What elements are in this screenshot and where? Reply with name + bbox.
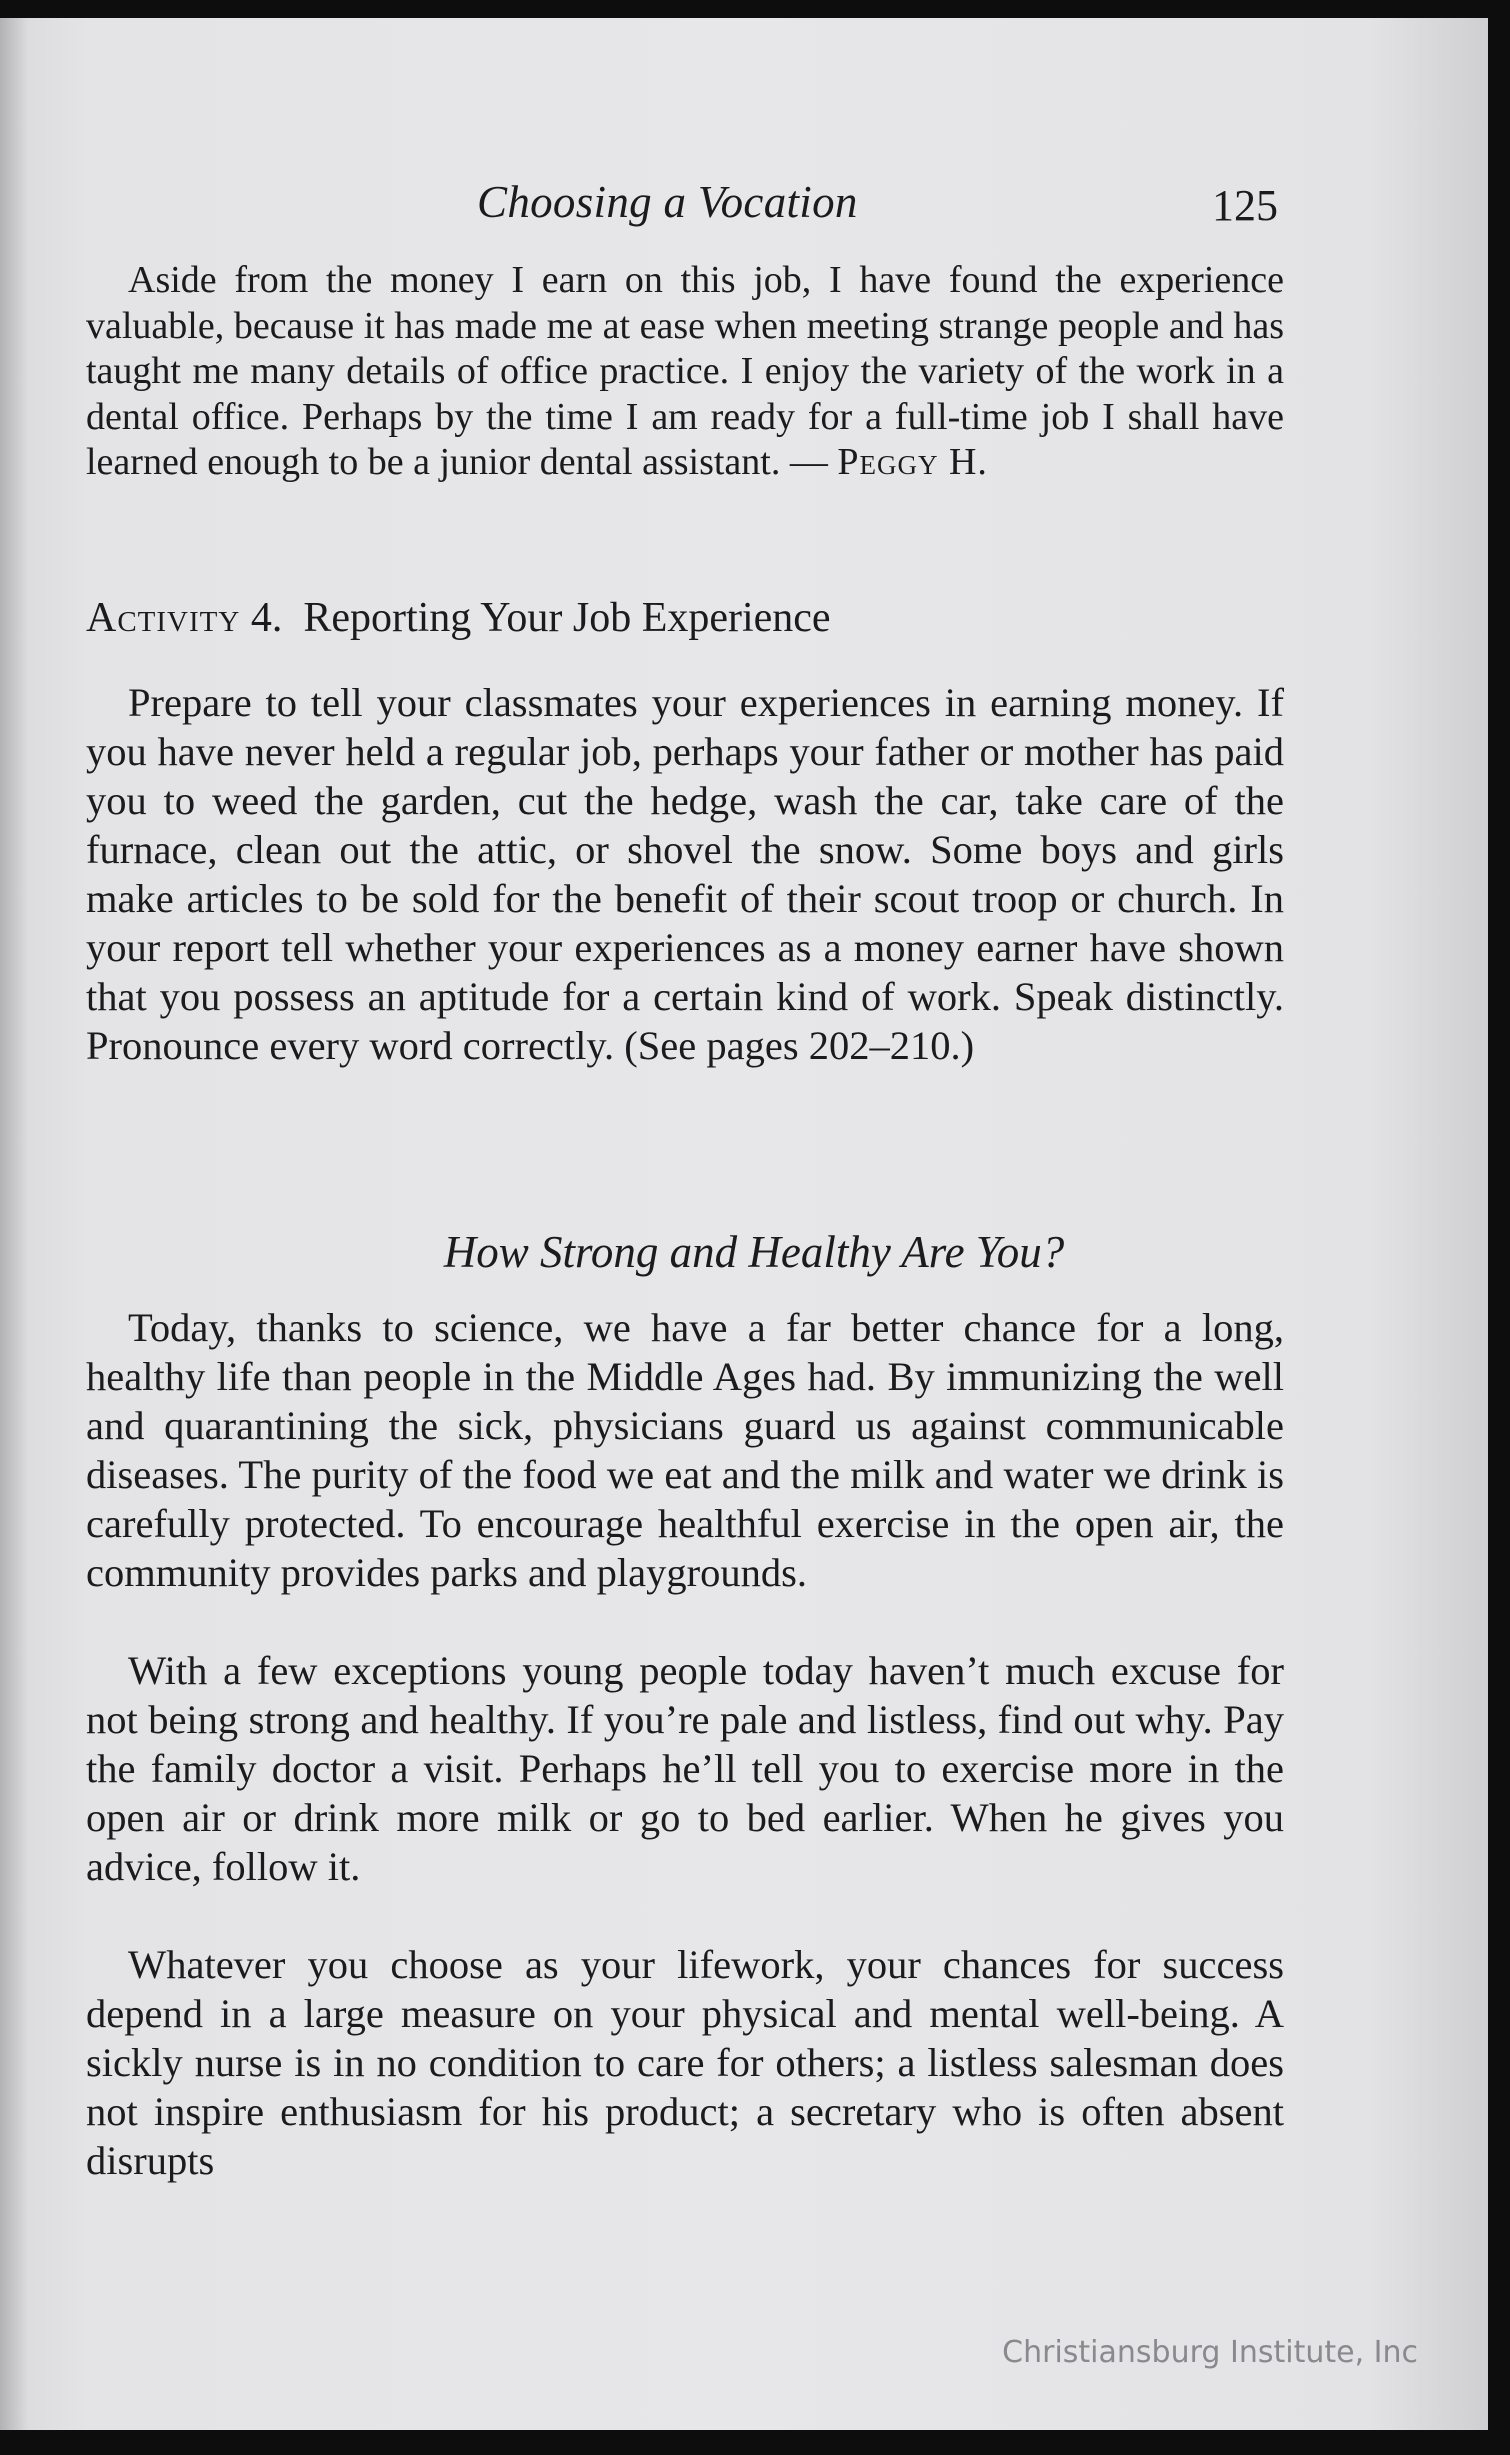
running-title: Choosing a Vocation bbox=[477, 177, 858, 227]
activity-heading bbox=[86, 588, 1284, 648]
spine-shadow bbox=[0, 18, 28, 2430]
book-page bbox=[0, 18, 1488, 2430]
page-header bbox=[0, 154, 1488, 230]
section-paragraph-3: Whatever you choose as your lifework, your chances for success depend in a large measure on your physical and mental well-being. A sickly nurse is in no condition to care for others; a listless salesman does not inspire enthusiasm for his product; a secretary who is often absent disrupts bbox=[86, 1942, 1284, 2183]
activity-number: 4. bbox=[250, 595, 283, 641]
bottom-border bbox=[0, 2430, 1510, 2455]
section-heading: How Strong and Healthy Are You? bbox=[443, 1227, 1065, 1277]
section-paragraph-2: With a few exceptions young people today haven’t much excuse for not being strong and healthy. If you’re pale and listless, find out why. Pay the family doctor a visit. Perhaps he’ll tell you to exercise more in the open air or drink more milk or go to bed earlier. When he gives you advice, follow it. bbox=[86, 1648, 1284, 1889]
activity-title: Reporting Your Job Experience bbox=[303, 595, 831, 641]
section-paragraph-1: Today, thanks to science, we have a far better chance for a long, healthy life than people in the Middle Ages had. By immunizing the well and quarantining the sick, physicians guard us against communicable diseases. The purity of the food we eat and the milk and water we drink is carefully protected. To encourage healthful exercise in the open air, the community provides parks and playgrounds. bbox=[86, 1305, 1284, 1595]
activity-paragraph: Prepare to tell your classmates your experiences in earning money. If you have never held a regular job, perhaps your father or mother has paid you to weed the garden, cut the hedge, wash the car, take care of the furnace, clean out the attic, or shovel the snow. Some boys and girls make articles to be sold for the benefit of their scout troop or church. In your report tell whether your experiences as a money earner have shown that you possess an aptitude for a certain kind of work. Speak distinctly. Pronounce every word correctly. (See pages 202–210.) bbox=[86, 680, 1284, 1068]
watermark: Christiansburg Institute, Inc bbox=[1002, 2335, 1418, 2370]
activity-label: Activity bbox=[86, 595, 241, 641]
signature: Peggy H. bbox=[837, 441, 988, 483]
page-number: 125 bbox=[1212, 181, 1278, 230]
intro-paragraph bbox=[86, 258, 1284, 486]
intro-text: Aside from the money I earn on this job, I have found the experience valuable, because it has made me at ease when meeting strange people and has taught me many details of office practice. I enjoy the variety of the work in a dental office. Perhaps by the time I am ready for a full-time job I shall have learned enough to be a junior dental assistant. — bbox=[86, 259, 1284, 483]
